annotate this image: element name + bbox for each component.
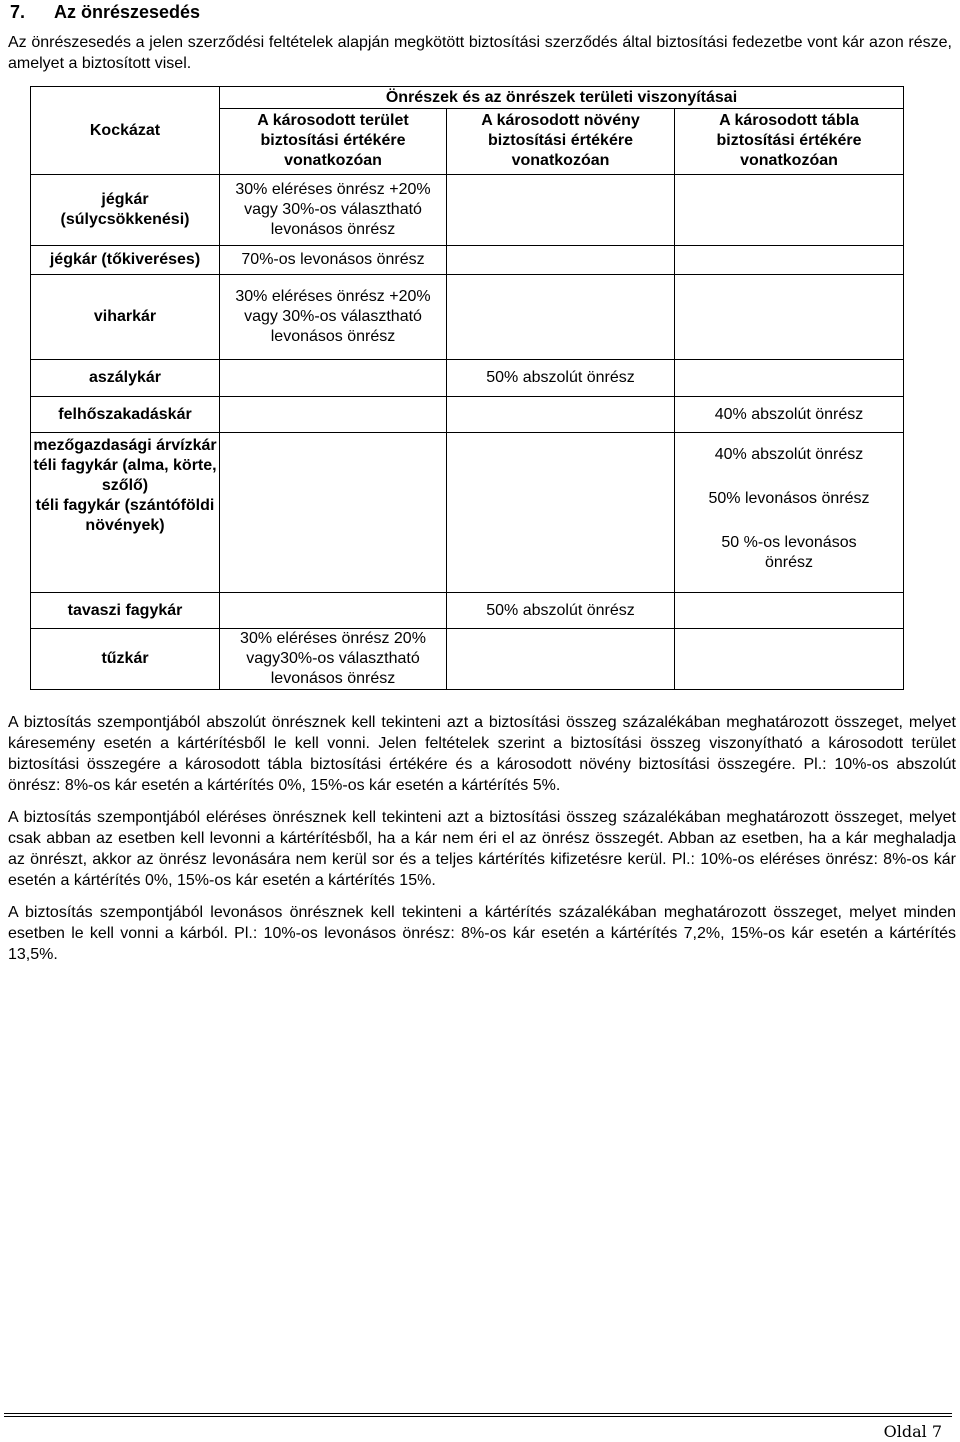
cell-stack-tabla	[675, 433, 904, 593]
risk-teli-fagykar-alma: téli fagykár (alma, körte, szőlő)	[33, 457, 217, 494]
section-title: Az önrészesedés	[54, 2, 201, 22]
definitions	[8, 712, 956, 976]
cell-empty	[675, 629, 904, 690]
cell-felhoszakadaskar-tabla: 40% abszolút önrész	[675, 397, 904, 433]
cell-empty	[447, 433, 675, 593]
risk-teli-fagykar-szanto: téli fagykár (szántóföldi növények)	[35, 497, 215, 534]
cell-empty	[675, 360, 904, 397]
page-number: Oldal 7	[883, 1422, 942, 1441]
header-col-terulet: A károsodott terület biztosítási értékére vonatkozóan	[220, 109, 447, 175]
cell-empty	[220, 397, 447, 433]
cell-viharkar-terulet: 30% eléréses önrész +20% vagy 30%-os választható levonásos önrész	[220, 275, 447, 360]
header-col-noveny: A károsodott növény biztosítási értékére vonatkozóan	[447, 109, 675, 175]
cell-empty	[447, 246, 675, 275]
section-number: 7.	[10, 2, 26, 22]
cell-empty	[220, 433, 447, 593]
cell-empty	[220, 593, 447, 629]
cell-empty	[675, 275, 904, 360]
cell-tavaszi-fagykar-noveny: 50% abszolút önrész	[447, 593, 675, 629]
risk-viharkar: viharkár	[31, 275, 220, 360]
cell-aszalykar-noveny: 50% abszolút önrész	[447, 360, 675, 397]
footer-rule	[4, 1413, 952, 1414]
risk-jegkar-sulycsokkenesi: jégkár (súlycsökkenési)	[31, 175, 220, 246]
cell-empty	[447, 275, 675, 360]
header-risk: Kockázat	[31, 87, 220, 175]
header-group: Önrészek és az önrészek területi viszonyításai	[220, 87, 904, 109]
cell-empty	[675, 175, 904, 246]
cell-empty	[675, 246, 904, 275]
cell-empty	[220, 360, 447, 397]
header-col-tabla: A károsodott tábla biztosítási értékére vonatkozóan	[675, 109, 904, 175]
cell-empty	[447, 397, 675, 433]
risk-arvizkar: mezőgazdasági árvízkár	[33, 437, 217, 454]
risk-tuzkar: tűzkár	[31, 629, 220, 690]
intro-paragraph: Az önrészesedés a jelen szerződési feltételek alapján megkötött biztosítási szerződés által biztosítási fedezetbe vont kár azon része, amelyet a biztosított visel.	[8, 34, 952, 72]
cell-tuzkar-terulet: 30% eléréses önrész 20% vagy30%-os választható levonásos önrész	[220, 629, 447, 690]
cell-teli-fagykar-alma-tabla: 50% levonásos önrész	[708, 490, 870, 507]
risk-jegkar-tokiveres: jégkár (tőkiveréses)	[31, 246, 220, 275]
risk-aszalykar: aszálykár	[31, 360, 220, 397]
paragraph-elereses: A biztosítás szempontjából eléréses önrésznek kell tekinteni azt a biztosítási összeg százalékában meghatározott összeget, melyet csak abban az esetben kell levonni a kártérítésből, ha a kár nem éri el az önrész összegét. Abban az esetben, ha a kár meghaladja az önrészt, akkor az önrész levonására nem kerül sor és a teljes kártérítés kifizetésre kerül. Pl.: 10%-os eléréses önrész: 8%-os kár esetén a kártérítés 0%, 15%-os kár esetén a kártérítés 15%.	[8, 809, 956, 889]
deductible-table	[30, 86, 904, 690]
cell-jegkar-tokiveres-terulet: 70%-os levonásos önrész	[220, 246, 447, 275]
footer-rule	[4, 1416, 952, 1417]
risk-stack	[31, 433, 220, 593]
cell-teli-fagykar-szanto-tabla: 50 %-os levonásos önrész	[721, 534, 857, 571]
section-heading	[10, 0, 200, 24]
risk-tavaszi-fagykar: tavaszi fagykár	[31, 593, 220, 629]
cell-empty	[447, 629, 675, 690]
cell-jegkar-sulycsokkenesi-terulet: 30% eléréses önrész +20% vagy 30%-os választható levonásos önrész	[220, 175, 447, 246]
cell-arvizkar-tabla: 40% abszolút önrész	[714, 446, 864, 463]
paragraph-abszolut: A biztosítás szempontjából abszolút önrésznek kell tekinteni azt a biztosítási összeg százalékában meghatározott összeget, melyet káresemény esetén a kártérítésből le kell vonni. Jelen feltételek szerint a biztosítási összeg viszonyítható a károsodott terület biztosítási összegére a károsodott tábla biztosítási értékére és a károsodott növény biztosítási összegére. Pl.: 10%-os abszolút önrész: 8%-os kár esetén a kártérítés 0%, 15%-os kár esetén a kártérítés 5%.	[8, 714, 956, 794]
risk-felhoszakadaskar: felhőszakadáskár	[31, 397, 220, 433]
cell-empty	[447, 175, 675, 246]
paragraph-levonasos: A biztosítás szempontjából levonásos önrésznek kell tekinteni a kártérítés százalékában meghatározott összeget, melyet minden esetben le kell vonni a kárból. Pl.: 10%-os levonásos önrész: 8%-os kár esetén a kártérítés 7,2%, 15%-os kár esetén a kártérítés 13,5%.	[8, 904, 956, 963]
cell-empty	[675, 593, 904, 629]
